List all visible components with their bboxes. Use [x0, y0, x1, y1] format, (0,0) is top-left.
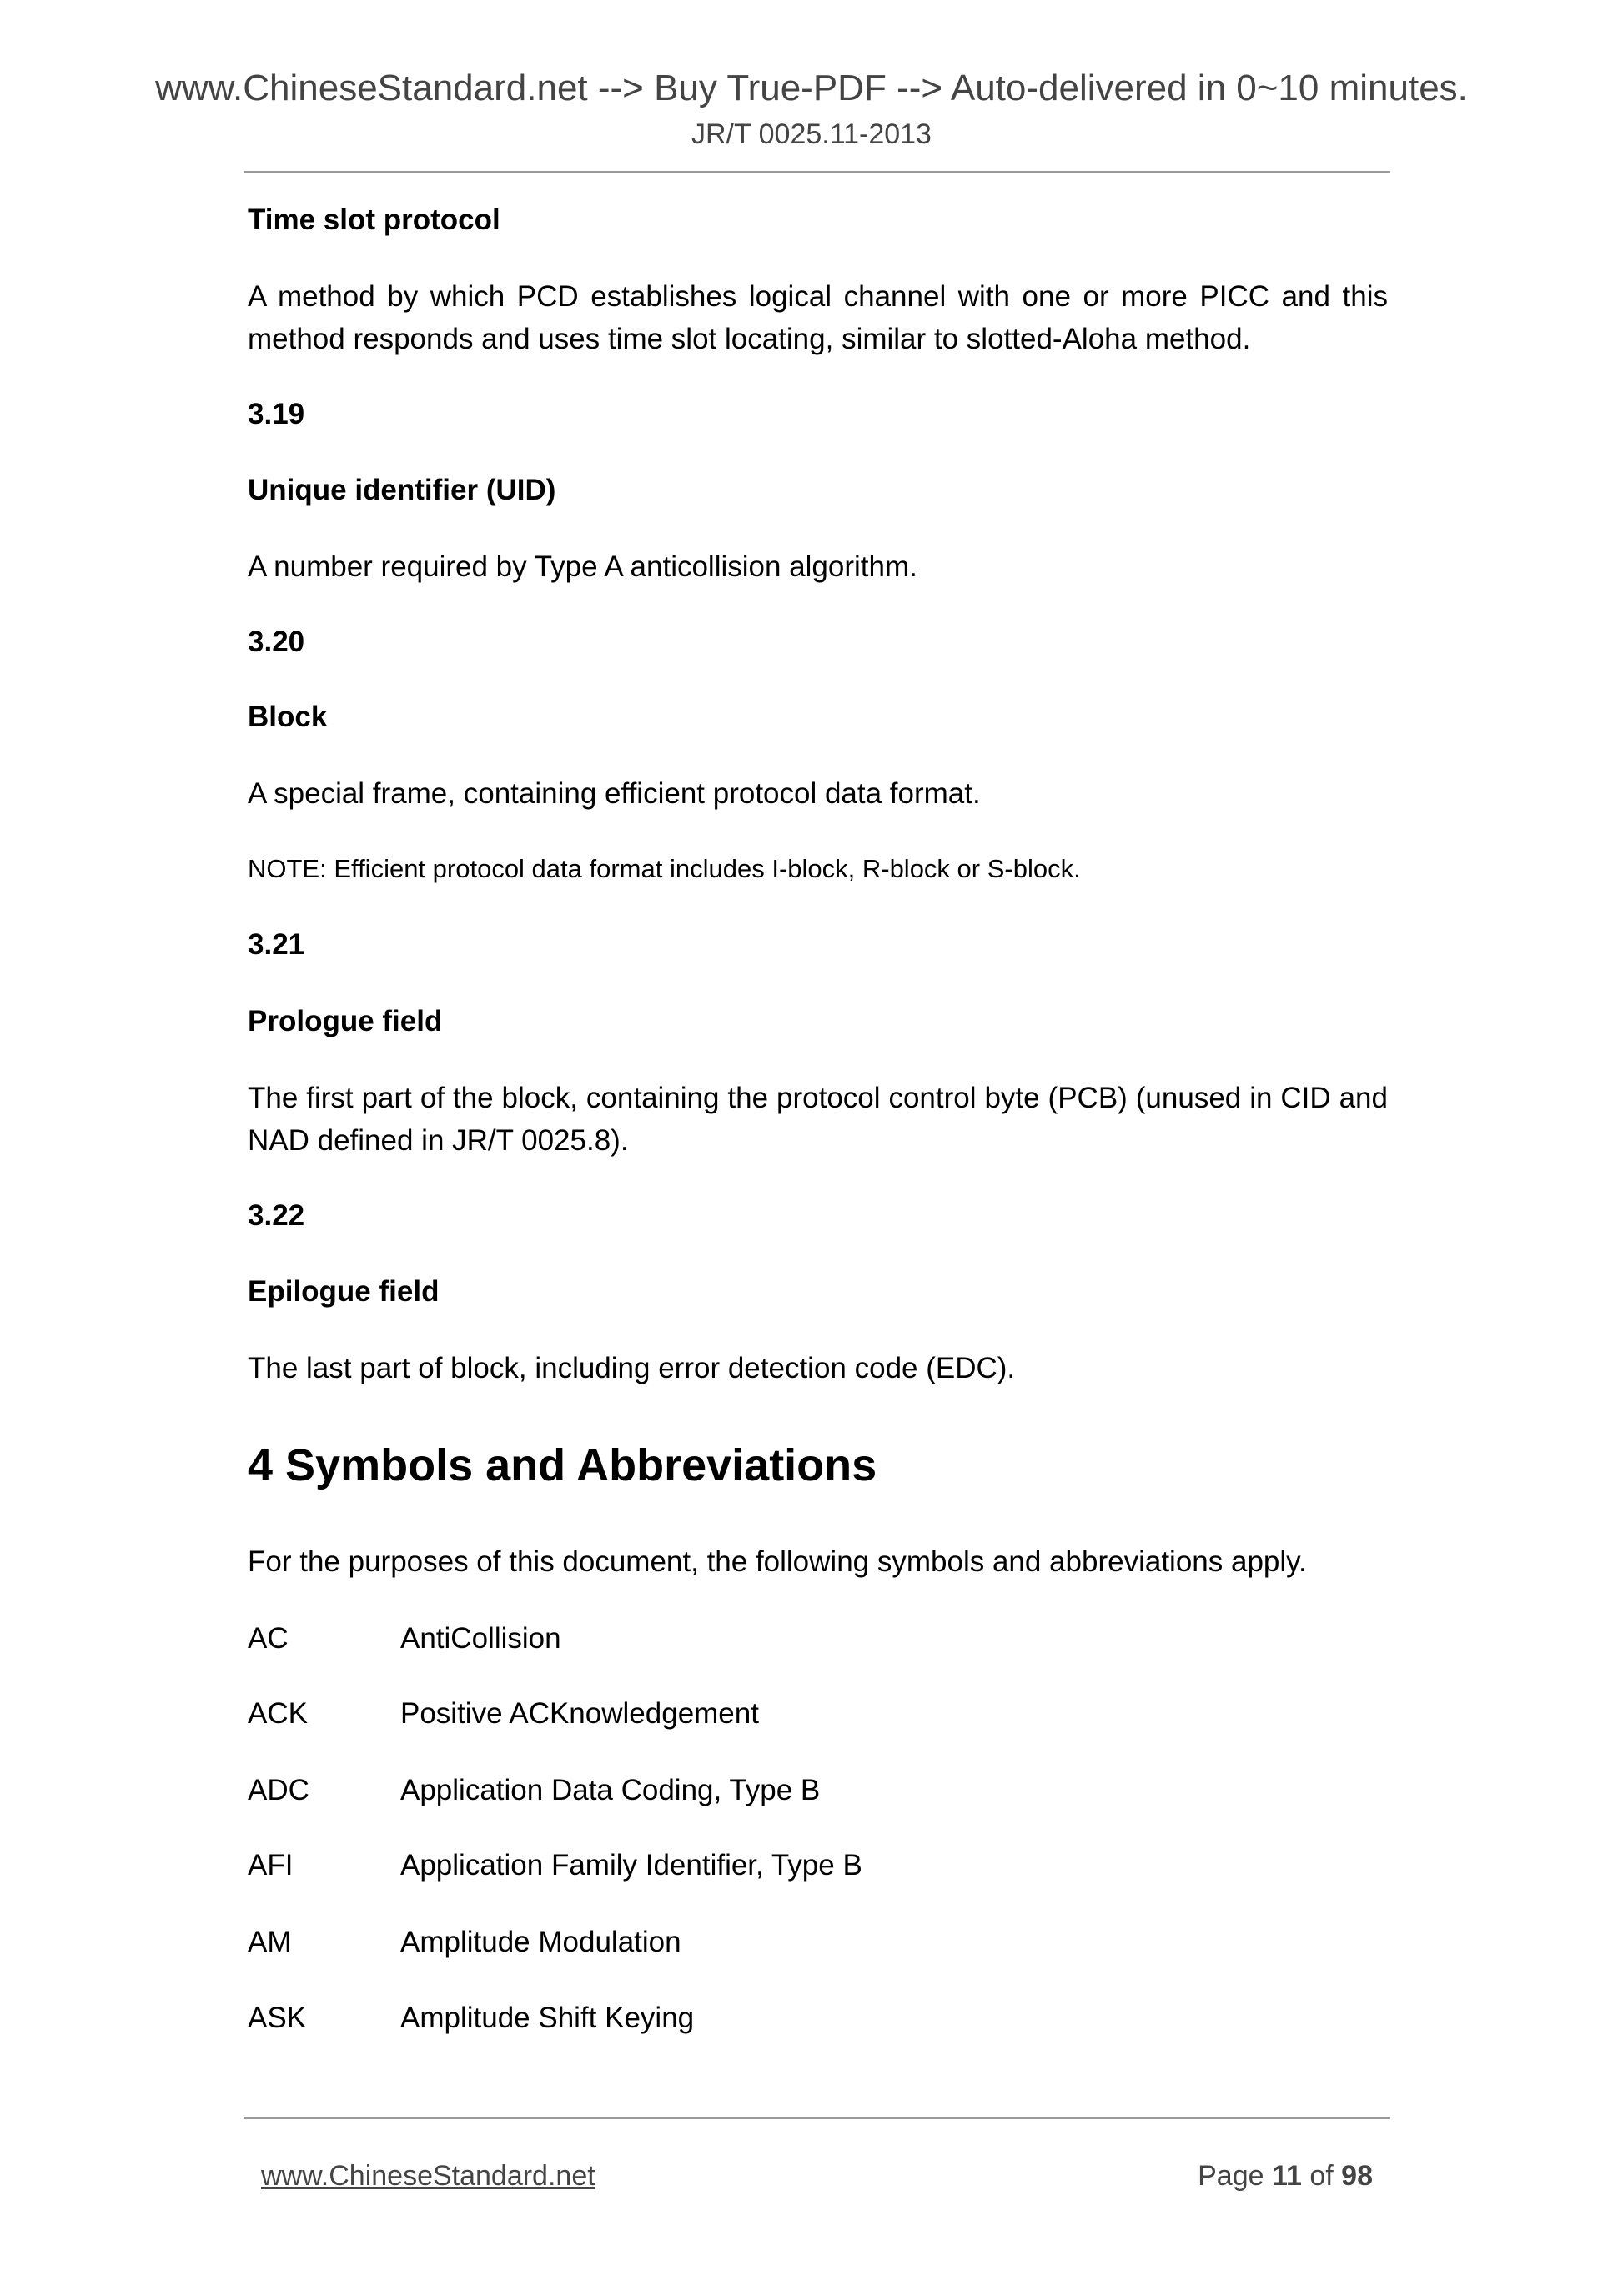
chapter-heading: 4 Symbols and Abbreviations — [248, 1440, 877, 1490]
abbr-meaning: Amplitude Modulation — [400, 1926, 681, 1958]
abbr-meaning: Application Data Coding, Type B — [400, 1774, 821, 1806]
page-total: 98 — [1341, 2160, 1373, 2192]
footer-site-link[interactable]: www.ChineseStandard.net — [261, 2160, 595, 2192]
page-of-label: of — [1301, 2160, 1342, 2192]
page-indicator — [1084, 2158, 1373, 2193]
note-block: NOTE: Efficient protocol data format includes I-block, R-block or S-block. — [248, 854, 1081, 883]
abbr-term: AM — [248, 1926, 292, 1958]
document-id: JR/T 0025.11-2013 — [691, 118, 932, 150]
abbr-term: ADC — [248, 1774, 309, 1806]
abbr-term: AFI — [248, 1849, 294, 1882]
chapter-intro: For the purposes of this document, the following symbols and abbreviations apply. — [248, 1545, 1307, 1578]
definition-epilogue: The last part of block, including error detection code (EDC). — [248, 1352, 1016, 1384]
clause-number: 3.20 — [248, 625, 305, 658]
header-divider — [244, 171, 1390, 173]
term-uid: Unique identifier (UID) — [248, 474, 556, 506]
definition-uid: A number required by Type A anticollision algorithm. — [248, 550, 917, 583]
term-prologue: Prologue field — [248, 1005, 443, 1037]
term-time-slot: Time slot protocol — [248, 203, 500, 236]
clause-number: 3.21 — [248, 928, 305, 961]
footer-link-wrap — [261, 2158, 595, 2193]
term-block: Block — [248, 701, 328, 733]
footer-divider — [244, 2117, 1390, 2119]
definition-block: A special frame, containing efficient protocol data format. — [248, 777, 981, 810]
term-epilogue: Epilogue field — [248, 1275, 440, 1308]
definition-time-slot: A method by which PCD establishes logical channel with one or more PICC and this method responds and uses time slot locating, similar to slotted-Aloha method. — [248, 280, 1388, 355]
page-number: 11 — [1271, 2160, 1302, 2192]
abbr-meaning: Application Family Identifier, Type B — [400, 1849, 862, 1882]
abbr-meaning: Amplitude Shift Keying — [400, 2002, 695, 2034]
abbr-meaning: AntiCollision — [400, 1622, 561, 1655]
abbr-term: ACK — [248, 1697, 308, 1730]
abbr-meaning: Positive ACKnowledgement — [400, 1697, 759, 1730]
abbr-term: ASK — [248, 2002, 307, 2034]
page-label: Page — [1198, 2160, 1272, 2192]
header-banner: www.ChineseStandard.net --> Buy True-PDF --> Auto-delivered in 0~10 minutes. — [155, 68, 1468, 108]
abbr-term: AC — [248, 1622, 289, 1655]
definition-prologue: The first part of the block, containing the protocol control byte (PCB) (unused in CID and NAD defined in JR/T 0025.8). — [248, 1082, 1388, 1157]
clause-number: 3.19 — [248, 398, 305, 430]
clause-number: 3.22 — [248, 1199, 305, 1232]
